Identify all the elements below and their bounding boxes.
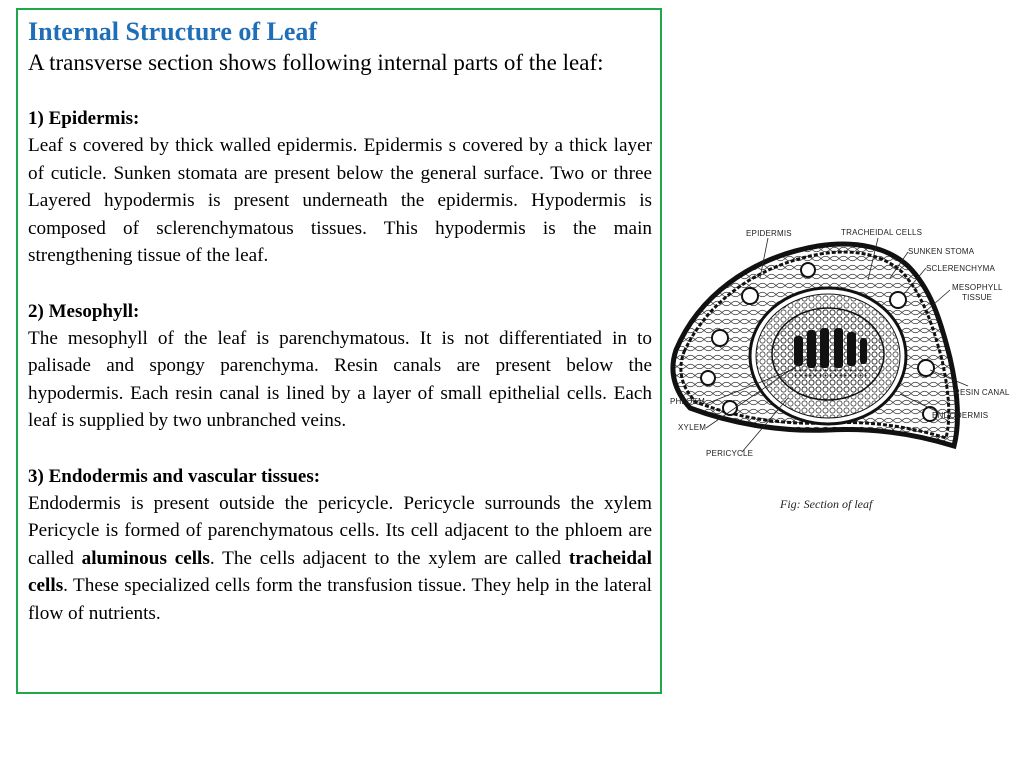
emphasis-term: tracheidal cells bbox=[28, 547, 652, 596]
intro-text: A transverse section shows following internal parts of the leaf: bbox=[28, 50, 604, 75]
section-heading-epidermis: 1) Epidermis: bbox=[28, 108, 140, 129]
leaf-section-figure bbox=[668, 218, 1018, 518]
page-title: Internal Structure of Leaf bbox=[28, 17, 318, 46]
body-text: Endodermis is present outside the pericycle. Pericycle surrounds the xylem Pericycle is formed of parenchymatous cells. Its cell adjacent to the phloem are called bbox=[28, 492, 652, 569]
label-mesophyll: MESOPHYLL bbox=[952, 283, 1003, 292]
section-heading-endodermis: 3) Endodermis and vascular tissues: bbox=[28, 465, 321, 487]
label-tissue: TISSUE bbox=[962, 293, 993, 302]
label-phloem: PHLOEM bbox=[670, 397, 705, 406]
section-body-mesophyll: The mesophyll of the leaf is parenchymatous. It is not differentiated in to palisade and spongy parenchyma. Resin canals are present below the hypodermis. Each resin canal is lined by a layer of small epithelial cells. Each leaf is supplied by two unbranched veins. bbox=[28, 327, 652, 431]
figure-caption: Fig: Section of leaf bbox=[780, 497, 873, 511]
section-body-epidermis: Leaf s covered by thick walled epidermis. Epidermis s covered by a thick layer of cuticle. Sunken stomata are present below the general surface. Two or three Layered hypodermis is present underneath the epidermis. Hypodermis is composed of sclerenchymatous tissues. This hypodermis is the main strengthening tissue of the leaf. bbox=[28, 135, 652, 266]
leaf-section-diagram bbox=[668, 218, 1018, 518]
body-text: . The cells adjacent to the xylem are called bbox=[209, 547, 569, 569]
label-xylem: XYLEM bbox=[678, 423, 707, 432]
section-heading-mesophyll: 2) Mesophyll: bbox=[28, 300, 140, 322]
label-sclerenchyma: SCLERENCHYMA bbox=[926, 264, 996, 273]
text-panel bbox=[16, 8, 662, 694]
label-resin-canal: RESIN CANAL bbox=[954, 388, 1010, 397]
emphasis-term: aluminous cells bbox=[81, 547, 210, 569]
label-endodermis: ENDODERMIS bbox=[932, 411, 989, 420]
label-epidermis: EPIDERMIS bbox=[746, 229, 792, 238]
label-tracheidal-cells: TRACHEIDAL CELLS bbox=[841, 228, 923, 237]
body-text: . These specialized cells form the transfusion tissue. They help in the lateral flow of nutrients. bbox=[28, 575, 652, 624]
label-sunken-stoma: SUNKEN STOMA bbox=[908, 247, 975, 256]
section-body-endodermis bbox=[28, 490, 652, 628]
label-pericycle: PERICYCLE bbox=[706, 449, 754, 458]
